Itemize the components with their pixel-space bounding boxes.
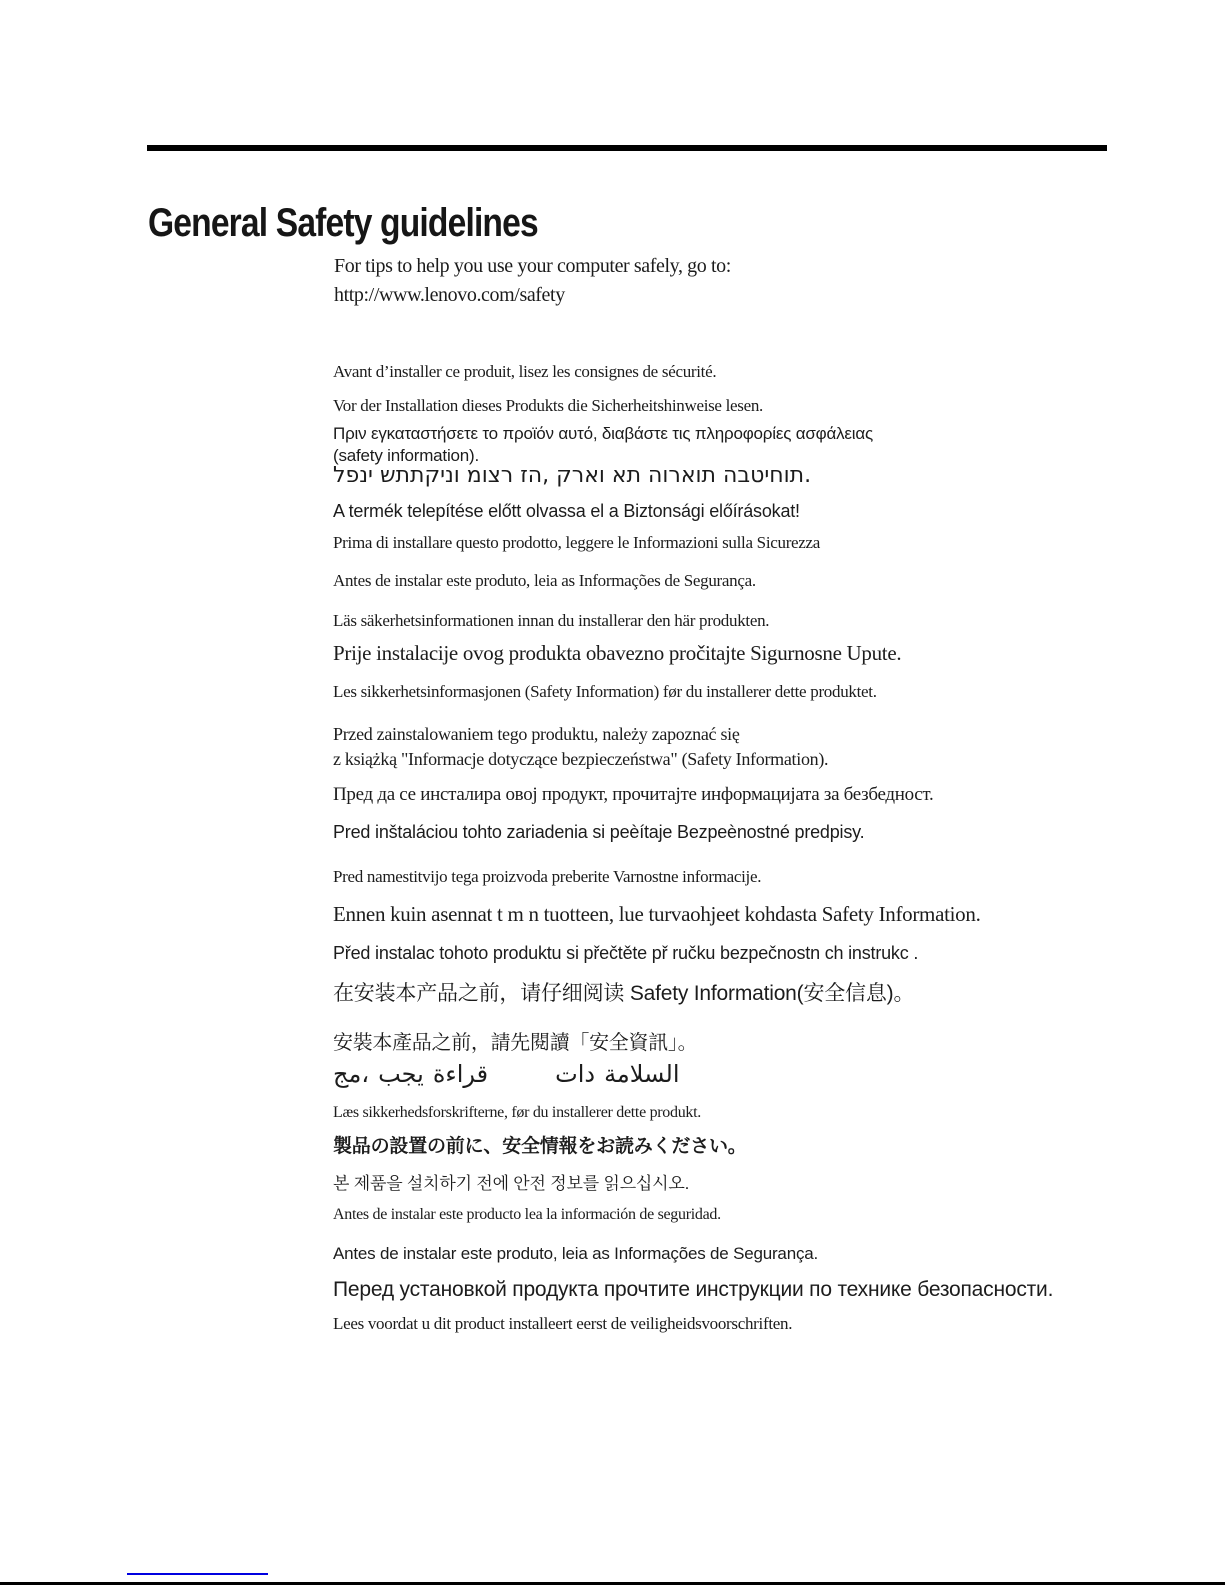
safety-notice-macedonian: Пред да се инсталира овој продукт, прочитајте информацијата за безбедност. xyxy=(333,784,934,805)
safety-notice-hungarian: A termék telepítése előtt olvassa el a Biztonsági előírásokat! xyxy=(333,501,800,521)
safety-notice-portuguese-br: Antes de instalar este produto, leia as Informações de Segurança. xyxy=(333,1244,819,1263)
safety-notice-polish xyxy=(333,722,828,772)
safety-notice-croatian: Prije instalacije ovog produkta obavezno pročitajte Sigurnosne Upute. xyxy=(333,641,902,665)
safety-notice-polish-line1: Przed zainstalowaniem tego produktu, należy zapoznać się xyxy=(333,724,740,744)
safety-notice-danish: Læs sikkerhedsforskrifterne, før du installerer dette produkt. xyxy=(333,1104,701,1121)
safety-notice-german: Vor der Installation dieses Produkts die Sicherheitshinweise lesen. xyxy=(333,396,764,415)
safety-notice-finnish: Ennen kuin asennat t m n tuotteen, lue turvaohjeet kohdasta Safety Information. xyxy=(333,902,981,926)
safety-notice-greek-line1: Πριν εγκαταστήσετε το προϊόν αυτό, διαβάστε τις πληροφορίες ασφάλειας xyxy=(333,424,873,443)
safety-notice-hebrew: לפני שתתקינו מוצר זה, קראו את הוראות הבטיחות. xyxy=(333,463,812,488)
safety-notice-french: Avant d’installer ce produit, lisez les consignes de sécurité. xyxy=(333,362,717,381)
safety-notice-russian: Перед установкой продукта прочтите инструкции по технике безопасности. xyxy=(333,1278,1054,1301)
safety-notice-spanish: Antes de instalar este producto lea la información de seguridad. xyxy=(333,1206,721,1223)
safety-notice-polish-line2: z książką "Informacje dotyczące bezpieczeństwa" (Safety Information). xyxy=(333,749,829,769)
intro-paragraph xyxy=(334,252,731,310)
intro-line: For tips to help you use your computer safely, go to: xyxy=(334,255,731,277)
safety-notice-swedish: Läs säkerhetsinformationen innan du installerar den här produkten. xyxy=(333,611,770,630)
safety-notice-arabic xyxy=(333,1060,680,1088)
lenovo-safety-url: http://www.lenovo.com/safety xyxy=(334,284,565,306)
safety-notice-norwegian: Les sikkerhetsinformasjonen (Safety Information) før du installerer dette produktet. xyxy=(333,682,877,701)
safety-notice-chinese-simplified: 在安装本产品之前，请仔细阅读 Safety Information(安全信息)。 xyxy=(333,982,915,1005)
safety-notice-greek-line2: (safety information). xyxy=(333,446,480,465)
safety-notice-arabic-word: قراءة xyxy=(432,1060,489,1088)
safety-notice-chinese-traditional: 安裝本產品之前，請先閱讀「安全資訊」。 xyxy=(333,1032,698,1054)
safety-notice-arabic-word: مج، xyxy=(333,1060,370,1088)
footer-link-underline[interactable] xyxy=(127,1573,268,1575)
safety-notice-dutch: Lees voordat u dit product installeert eerst de veiligheidsvoorschriften. xyxy=(333,1314,793,1333)
safety-notice-portuguese: Antes de instalar este produto, leia as Informações de Segurança. xyxy=(333,571,756,590)
page-title: General Safety guidelines xyxy=(148,201,538,245)
safety-notice-korean: 본 제품을 설치하기 전에 안전 정보를 읽으십시오. xyxy=(333,1174,690,1193)
safety-notice-slovenian: Pred namestitvijo tega proizvoda preberite Varnostne informacije. xyxy=(333,867,762,886)
safety-notice-czech: Před instalac tohoto produktu si přečtěte př ručku bezpečnostn ch instrukc . xyxy=(333,943,919,963)
safety-notice-arabic-word: السلامة xyxy=(604,1060,680,1088)
safety-notice-slovak: Pred inštaláciou tohto zariadenia si peèítaje Bezpeènostné predpisy. xyxy=(333,822,865,842)
safety-notice-arabic-word: يجب xyxy=(378,1060,424,1088)
safety-notice-greek xyxy=(333,423,873,467)
safety-notice-japanese: 製品の設置の前に、安全情報をお読みください。 xyxy=(333,1136,747,1157)
header-rule xyxy=(147,145,1107,151)
safety-notice-arabic-word: دات xyxy=(555,1060,596,1088)
safety-notice-italian: Prima di installare questo prodotto, leggere le Informazioni sulla Sicurezza xyxy=(333,533,821,552)
